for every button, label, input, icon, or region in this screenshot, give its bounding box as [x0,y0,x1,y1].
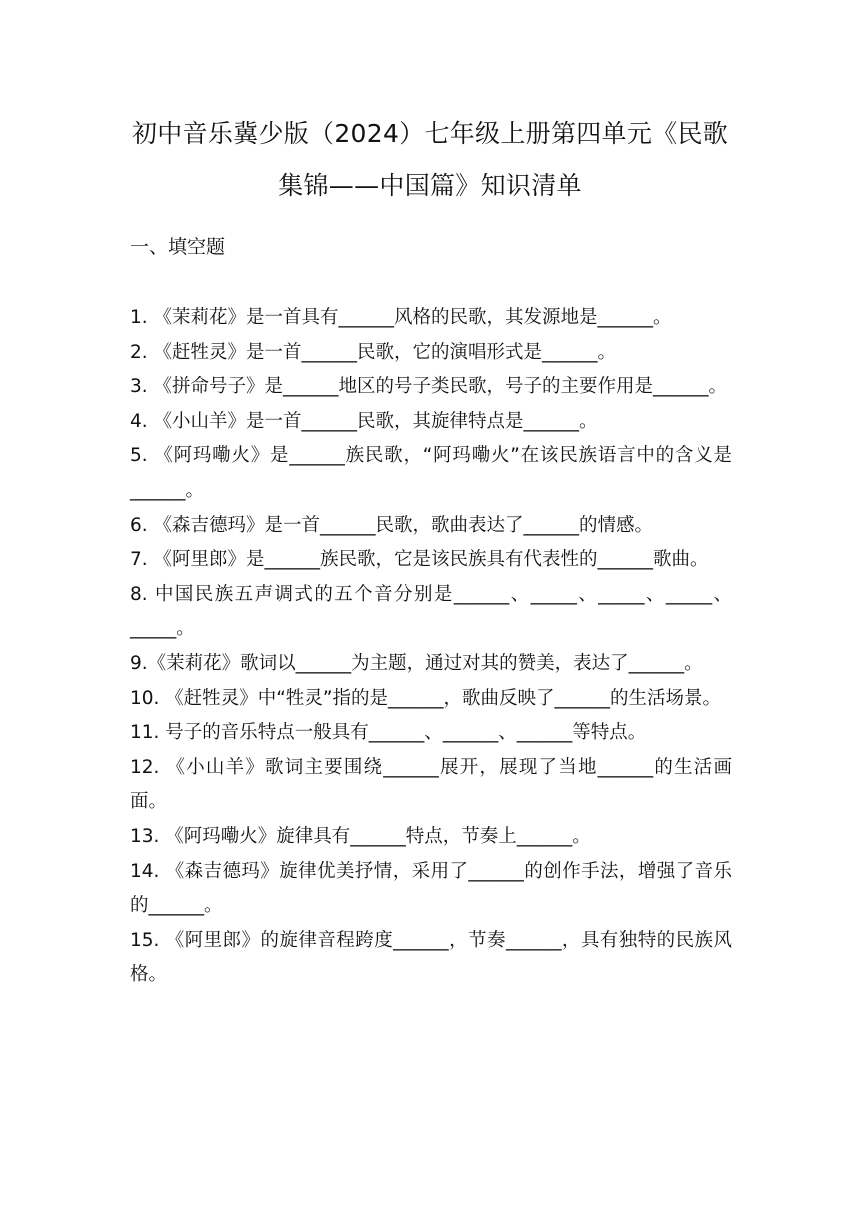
question-item: 11. 号子的音乐特点一般具有______、______、______等特点。 [130,722,647,744]
question-item: 9.《茉莉花》歌词以______为主题，通过对其的赞美，表达了______。 [130,652,703,674]
question-item: 15. 《阿里郎》的旋律音程跨度______，节奏______，具有独特的民族风格。 [130,929,732,986]
question-item: 7. 《阿里郎》是______族民歌，它是该民族具有代表性的______歌曲。 [130,549,709,571]
question-item: 10. 《赶牲灵》中“牲灵”指的是______，歌曲反映了______的生活场景。 [130,687,721,709]
question-item: 3. 《拼命号子》是______地区的号子类民歌，号子的主要作用是______。 [130,376,728,398]
question-item: 6. 《森吉德玛》是一首______民歌，歌曲表达了______的情感。 [130,514,654,536]
question-list [130,301,732,993]
question-item: 8. 中国民族五声调式的五个音分别是______、_____、_____、_____、_____。 [130,583,732,640]
question-item: 14. 《森吉德玛》旋律优美抒情，采用了______的创作手法，增强了音乐的______。 [130,860,732,917]
question-item: 12. 《小山羊》歌词主要围绕______展开，展现了当地______的生活画面。 [130,756,732,813]
question-item: 13. 《阿玛嘞火》旋律具有______特点，节奏上______。 [130,825,591,847]
question-item: 1. 《茉莉花》是一首具有______风格的民歌，其发源地是______。 [130,307,672,328]
question-item: 4. 《小山羊》是一首______民歌，其旋律特点是______。 [130,410,598,432]
question-item: 5. 《阿玛嘞火》是______族民歌，“阿玛嘞火”在该民族语言中的含义是______。 [130,445,732,501]
question-item: 2. 《赶牲灵》是一首______民歌，它的演唱形式是______。 [130,341,617,363]
document-title: 初中音乐冀少版（2024）七年级上册第四单元《民歌集锦——中国篇》知识清单 [131,119,729,200]
section-heading: 一、填空题 [130,236,226,258]
